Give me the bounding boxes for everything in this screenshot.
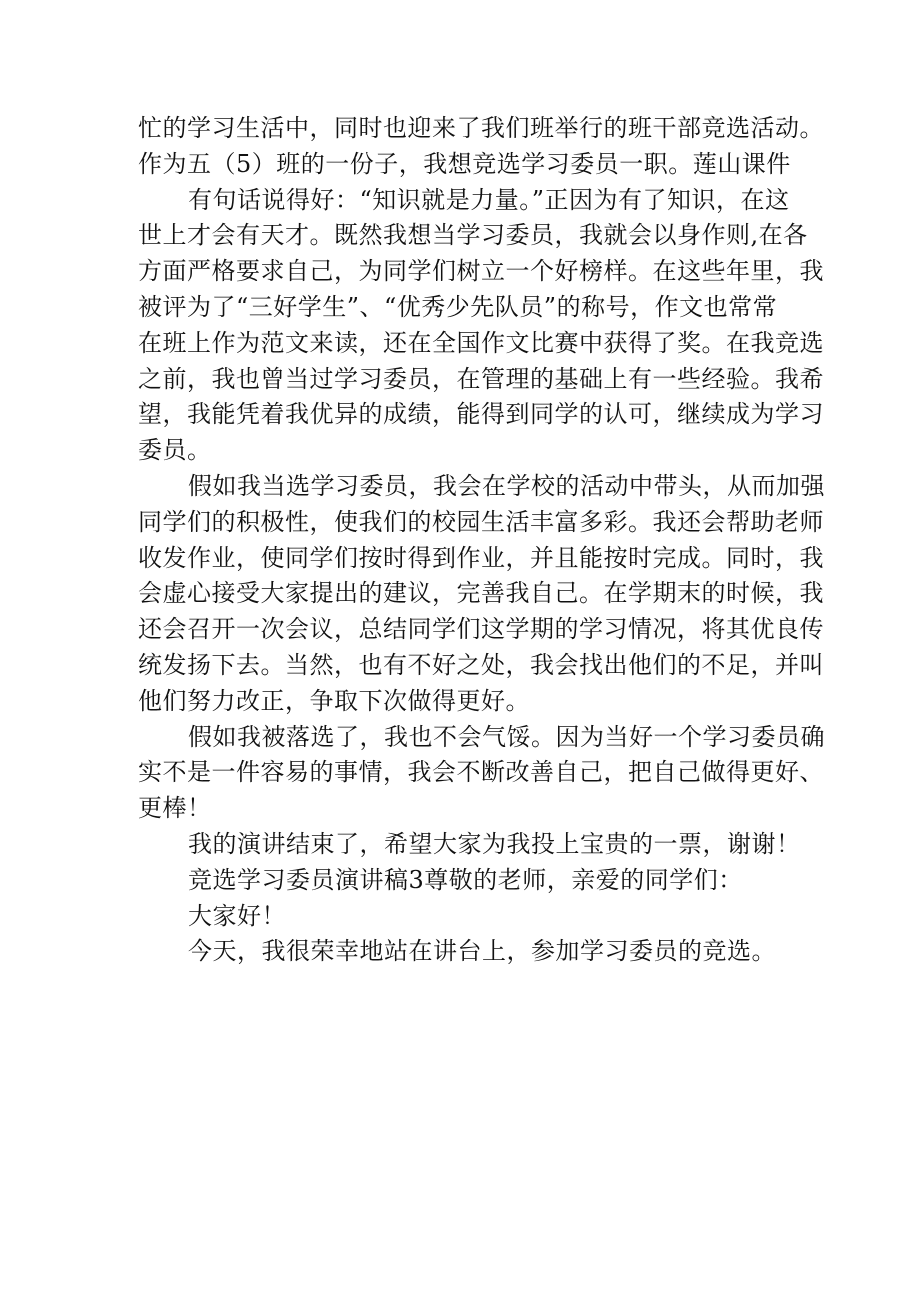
text-line: 统发扬下去。当然，也有不好之处，我会找出他们的不足，并叫 xyxy=(138,650,824,679)
text-line: 被评为了“三好学生”、“优秀少先队员”的称号，作文也常常 xyxy=(138,292,778,321)
text-line: 作为五（5）班的一份子，我想竞选学习委员一职。莲山课件 xyxy=(138,149,791,178)
text-line: 会虚心接受大家提出的建议，完善我自己。在学期末的时候，我 xyxy=(138,579,824,608)
text-line: 委员。 xyxy=(138,436,212,465)
paragraph-start-line: 今天，我很荣幸地站在讲台上，参加学习委员的竞选。 xyxy=(188,937,776,966)
text-line: 在班上作为范文来读，还在全国作文比赛中获得了奖。在我竞选 xyxy=(138,328,824,357)
text-line: 他们努力改正，争取下次做得更好。 xyxy=(138,686,530,715)
text-line: 望，我能凭着我优异的成绩，能得到同学的认可，继续成为学习 xyxy=(138,400,824,429)
paragraph-start-line: 假如我被落选了，我也不会气馁。因为当好一个学习委员确 xyxy=(188,722,825,751)
paragraph-start-line: 假如我当选学习委员，我会在学校的活动中带头，从而加强 xyxy=(188,471,825,500)
paragraph-start-line: 有句话说得好：“知识就是力量。”正因为有了知识，在这 xyxy=(188,185,790,214)
text-line: 收发作业，使同学们按时得到作业，并且能按时完成。同时，我 xyxy=(138,543,824,572)
text-line: 更棒！ xyxy=(138,794,212,823)
greeting-line: 大家好！ xyxy=(188,901,286,930)
text-line: 实不是一件容易的事情，我会不断改善自己，把自己做得更好、 xyxy=(138,758,824,787)
text-line: 同学们的积极性，使我们的校园生活丰富多彩。我还会帮助老师 xyxy=(138,507,824,536)
text-line: 忙的学习生活中，同时也迎来了我们班举行的班干部竞选活动。 xyxy=(138,114,824,142)
text-line: 之前，我也曾当过学习委员，在管理的基础上有一些经验。我希 xyxy=(138,364,824,393)
paragraph-start-line: 我的演讲结束了，希望大家为我投上宝贵的一票，谢谢！ xyxy=(188,829,801,858)
text-line: 世上才会有天才。既然我想当学习委员，我就会以身作则,在各 xyxy=(138,221,808,250)
document-body xyxy=(138,111,825,970)
heading-line: 竞选学习委员演讲稿3尊敬的老师，亲爱的同学们： xyxy=(188,865,743,894)
text-line: 还会召开一次会议，总结同学们这学期的学习情况，将其优良传 xyxy=(138,615,824,644)
text-line: 方面严格要求自己，为同学们树立一个好榜样。在这些年里，我 xyxy=(138,257,824,286)
